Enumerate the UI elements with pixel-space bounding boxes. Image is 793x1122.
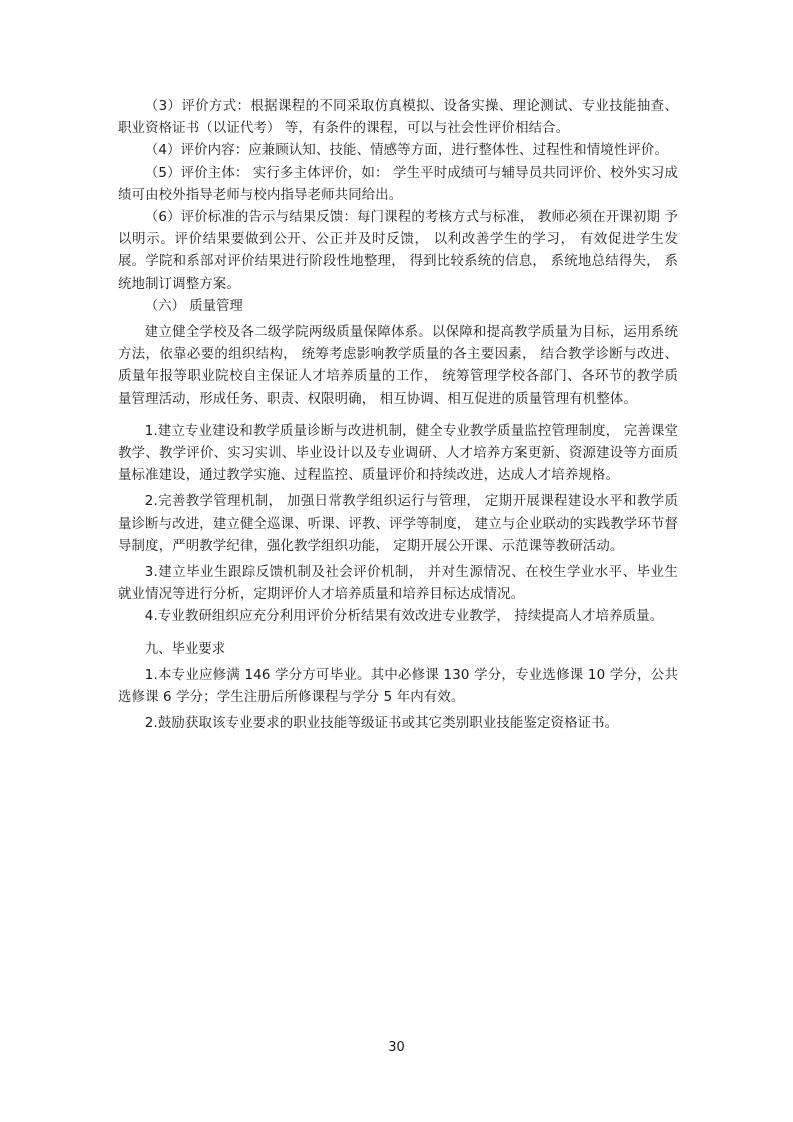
evaluation-method-paragraph: （3）评价方式：根据课程的不同采取仿真模拟、设备实操、理论测试、专业技能抽查、职业资格证书（以证代考） 等，有条件的课程，可以与社会性评价相结合。 [118,99,678,137]
evaluation-content-paragraph: （4）评价内容：应兼顾认知、技能、情感等方面，进行整体性、过程性和情境性评价。 [144,143,669,159]
quality-intro-paragraph: 建立健全学校及各二级学院两级质量保障体系。以保障和提高教学质量为目标，运用系统方法，依靠必要的组织结构， 统筹考虑影响教学质量的各主要因素， 结合教学诊断与改进、 质量年报等职业院校自主保证人才培养质量的工作， 统筹管理学校各部门、各环节的教学质 量管理活动，形成任务、职责、权限明确， 相互协调、相互促进的质量管理有机整体。 [118,325,678,407]
graduation-item-1: 1.本专业应修满 146 学分方可毕业。其中必修课 130 学分，专业选修课 10 学分，公共 选修课 6 学分；学生注册后所修课程与学分 5 年内有效。 [118,667,678,706]
page-content [118,96,678,735]
page-number: 30 [388,1040,405,1055]
quality-item-3: 3.建立毕业生跟踪反馈机制及社会评价机制， 并对生源情况、在校生学业水平、毕业生 就业情况等进行分析，定期评价人才培养质量和培养目标达成情况。 [118,565,678,603]
graduation-requirements-heading: 九、毕业要求 [144,641,226,657]
quality-item-1: 1.建立专业建设和教学质量诊断与改进机制，健全专业教学质量监控管理制度， 完善课堂教学、教学评价、实习实训、毕业设计以及专业调研、人才培养方案更新、资源建设等方面质量标准建设，通过教学实施、过程监控、质量评价和持续改进，达成人才培养规格。 [118,423,678,484]
graduation-item-2: 2.鼓励获取该专业要求的职业技能等级证书或其它类别职业技能鉴定资格证书。 [144,716,619,732]
quality-item-2: 2.完善教学管理机制， 加强日常教学组织运行与管理， 定期开展课程建设水平和教学质量诊断与改进，建立健全巡课、听课、评教、评学等制度， 建立与企业联动的实践教学环节督导制度，严明教学纪律，强化教学组织功能， 定期开展公开课、示范课等教研活动。 [118,494,678,554]
evaluation-standard-paragraph: （6）评价标准的告示与结果反馈：每门课程的考核方式与标准， 教师必须在开课初期 予以明示。评价结果要做到公开、公正并及时反馈， 以利改善学生的学习， 有效促进学生发 展。学院和系部对评价结果进行阶段性地整理， 得到比较系统的信息， 系统地总结得失， 系 统地制订调整方案。 [118,210,678,292]
quality-item-4: 4.专业教研组织应充分利用评价分析结果有效改进专业教学， 持续提高人才培养质量。 [144,609,664,625]
quality-management-heading: （六） 质量管理 [144,298,243,314]
evaluation-subject-paragraph: （5）评价主体： 实行多主体评价，如： 学生平时成绩可与辅导员共同评价、校外实习成 绩可由校外指导老师与校内指导老师共同给出。 [118,165,678,203]
